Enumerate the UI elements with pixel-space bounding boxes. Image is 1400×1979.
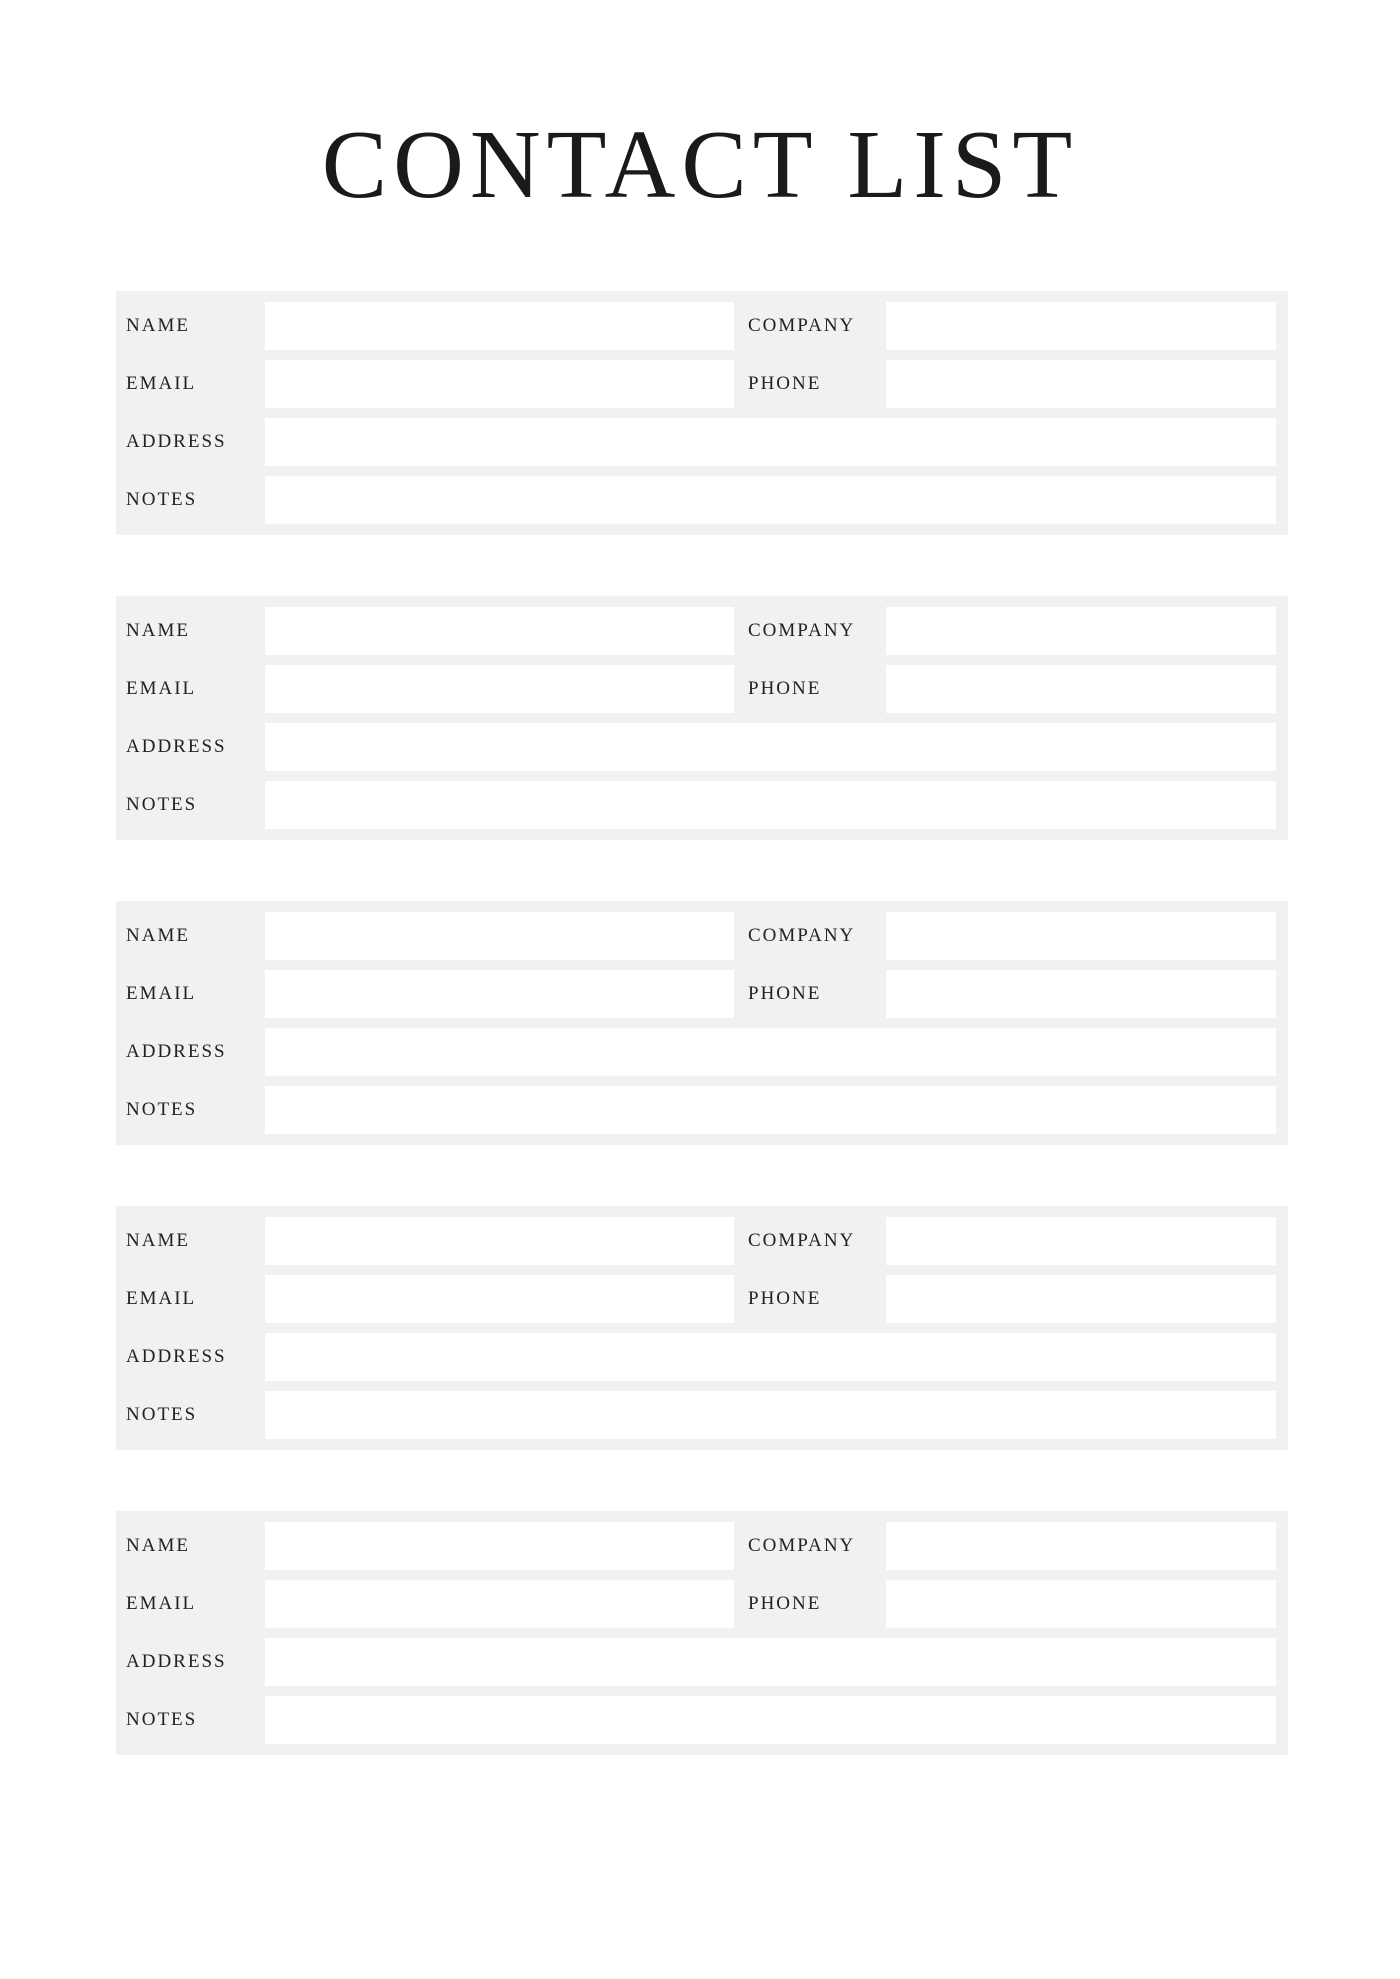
name-field[interactable] <box>265 1522 734 1570</box>
name-company-row <box>116 302 1288 350</box>
contact-card <box>116 1206 1288 1450</box>
notes-field[interactable] <box>265 1696 1276 1744</box>
phone-field[interactable] <box>886 1275 1276 1323</box>
company-field[interactable] <box>886 302 1276 350</box>
name-field[interactable] <box>265 1217 734 1265</box>
name-label: NAME <box>126 1535 190 1556</box>
notes-field[interactable] <box>265 1086 1276 1134</box>
contact-card <box>116 596 1288 840</box>
email-field[interactable] <box>265 360 734 408</box>
email-field[interactable] <box>265 1580 734 1628</box>
company-label: COMPANY <box>748 620 856 641</box>
name-company-row <box>116 912 1288 960</box>
notes-row <box>116 1696 1288 1744</box>
contact-list <box>116 291 1288 1816</box>
phone-label: PHONE <box>748 678 822 699</box>
address-label: ADDRESS <box>126 1651 227 1672</box>
company-label: COMPANY <box>748 315 856 336</box>
phone-label: PHONE <box>748 1593 822 1614</box>
phone-field[interactable] <box>886 970 1276 1018</box>
notes-label: NOTES <box>126 1404 198 1425</box>
email-field[interactable] <box>265 970 734 1018</box>
email-field[interactable] <box>265 665 734 713</box>
phone-field[interactable] <box>886 1580 1276 1628</box>
email-phone-row <box>116 1580 1288 1628</box>
email-phone-row <box>116 1275 1288 1323</box>
address-field[interactable] <box>265 1028 1276 1076</box>
notes-field[interactable] <box>265 1391 1276 1439</box>
address-label: ADDRESS <box>126 431 227 452</box>
notes-field[interactable] <box>265 476 1276 524</box>
address-row <box>116 1638 1288 1686</box>
email-phone-row <box>116 970 1288 1018</box>
email-label: EMAIL <box>126 983 197 1004</box>
name-company-row <box>116 607 1288 655</box>
notes-field[interactable] <box>265 781 1276 829</box>
company-field[interactable] <box>886 607 1276 655</box>
company-label: COMPANY <box>748 1535 856 1556</box>
notes-row <box>116 1086 1288 1134</box>
address-row <box>116 723 1288 771</box>
page-title: CONTACT LIST <box>321 111 1079 219</box>
notes-row <box>116 781 1288 829</box>
contact-card <box>116 291 1288 535</box>
contact-card <box>116 1511 1288 1755</box>
address-field[interactable] <box>265 1333 1276 1381</box>
name-label: NAME <box>126 315 190 336</box>
address-row <box>116 1333 1288 1381</box>
notes-label: NOTES <box>126 489 198 510</box>
email-label: EMAIL <box>126 678 197 699</box>
address-field[interactable] <box>265 418 1276 466</box>
notes-label: NOTES <box>126 794 198 815</box>
company-field[interactable] <box>886 912 1276 960</box>
email-label: EMAIL <box>126 1288 197 1309</box>
company-field[interactable] <box>886 1217 1276 1265</box>
notes-row <box>116 476 1288 524</box>
address-label: ADDRESS <box>126 1346 227 1367</box>
company-field[interactable] <box>886 1522 1276 1570</box>
email-phone-row <box>116 360 1288 408</box>
name-field[interactable] <box>265 607 734 655</box>
address-row <box>116 418 1288 466</box>
address-label: ADDRESS <box>126 1041 227 1062</box>
email-field[interactable] <box>265 1275 734 1323</box>
phone-label: PHONE <box>748 373 822 394</box>
name-company-row <box>116 1217 1288 1265</box>
company-label: COMPANY <box>748 925 856 946</box>
contact-card <box>116 901 1288 1145</box>
name-field[interactable] <box>265 302 734 350</box>
email-phone-row <box>116 665 1288 713</box>
company-label: COMPANY <box>748 1230 856 1251</box>
notes-label: NOTES <box>126 1709 198 1730</box>
name-company-row <box>116 1522 1288 1570</box>
name-field[interactable] <box>265 912 734 960</box>
name-label: NAME <box>126 1230 190 1251</box>
email-label: EMAIL <box>126 373 197 394</box>
email-label: EMAIL <box>126 1593 197 1614</box>
address-row <box>116 1028 1288 1076</box>
address-field[interactable] <box>265 723 1276 771</box>
address-field[interactable] <box>265 1638 1276 1686</box>
phone-field[interactable] <box>886 360 1276 408</box>
phone-field[interactable] <box>886 665 1276 713</box>
phone-label: PHONE <box>748 1288 822 1309</box>
notes-label: NOTES <box>126 1099 198 1120</box>
phone-label: PHONE <box>748 983 822 1004</box>
address-label: ADDRESS <box>126 736 227 757</box>
name-label: NAME <box>126 620 190 641</box>
name-label: NAME <box>126 925 190 946</box>
notes-row <box>116 1391 1288 1439</box>
